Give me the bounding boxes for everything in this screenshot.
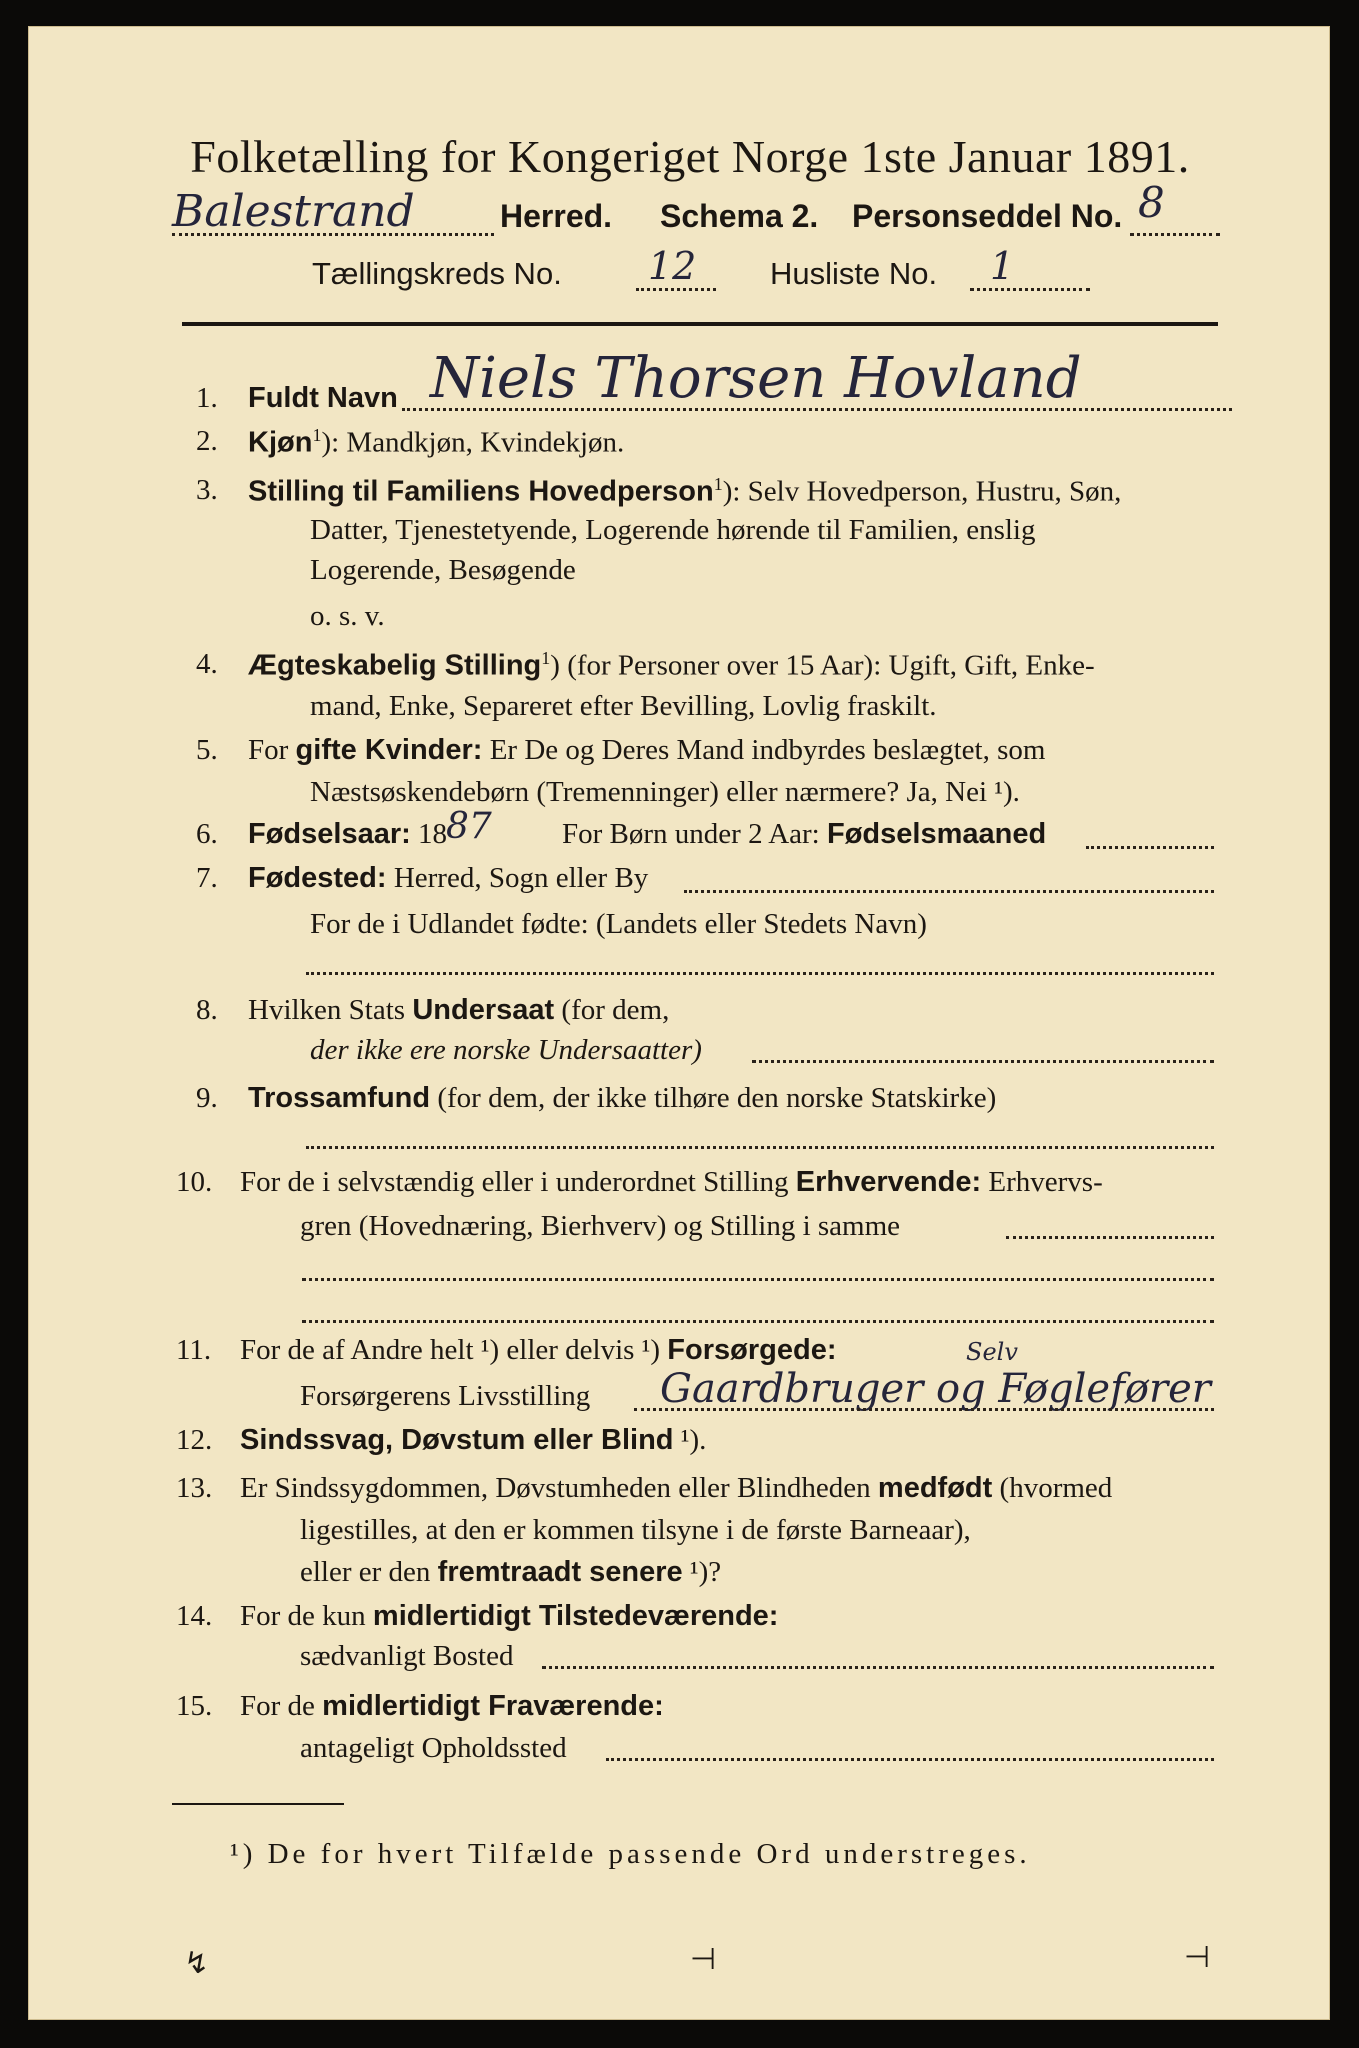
q1-dotted-line bbox=[402, 408, 1232, 411]
q8-number: 8. bbox=[196, 994, 218, 1026]
q7-line1 bbox=[248, 862, 648, 895]
q13-number: 13. bbox=[176, 1472, 213, 1504]
q15-number: 15. bbox=[176, 1690, 213, 1722]
q9-dotted-line bbox=[306, 1146, 1214, 1149]
q9-text1: (for dem, der ikke tilhøre den norske Statskirke) bbox=[430, 1082, 997, 1114]
personseddel-label: Personseddel No. bbox=[852, 198, 1123, 234]
herred-dotted-line bbox=[172, 233, 494, 236]
q6-year-value: 87 bbox=[446, 806, 492, 847]
q4-line2: mand, Enke, Separeret efter Bevilling, Lovlig fraskilt. bbox=[310, 690, 937, 722]
q14-text1: For de kun bbox=[240, 1600, 373, 1632]
q6-text-a: For Børn under 2 Aar: bbox=[562, 818, 827, 850]
q9-line1 bbox=[248, 1082, 996, 1115]
q7-label: Fødested: bbox=[248, 862, 387, 894]
bottom-center-mark: ⊣ bbox=[690, 1942, 717, 1977]
q12-number: 12. bbox=[176, 1424, 213, 1456]
q2-line bbox=[248, 425, 624, 460]
q6-label2: Fødselsmaaned bbox=[827, 818, 1047, 850]
q14-line1 bbox=[240, 1600, 778, 1633]
q15-line2: antageligt Opholdssted bbox=[300, 1732, 567, 1764]
q8-label: Undersaat bbox=[412, 994, 555, 1026]
schema-label: Schema 2. bbox=[660, 198, 819, 234]
q13-text3: eller er den bbox=[300, 1556, 438, 1588]
q6-number: 6. bbox=[196, 818, 218, 850]
q10-dotted-line-3 bbox=[302, 1320, 1214, 1323]
q15-dotted-line bbox=[606, 1758, 1214, 1761]
q13-text1: Er Sindssygdommen, Døvstumheden eller Blindheden bbox=[240, 1472, 878, 1504]
q11-line2: Forsørgerens Livsstilling bbox=[300, 1380, 591, 1412]
q13-line1 bbox=[240, 1472, 1112, 1505]
q2-text: ): Mandkjøn, Kvindekjøn. bbox=[321, 426, 625, 459]
q3-line2: Datter, Tjenestetyende, Logerende hørende til Familien, enslig bbox=[310, 514, 1036, 546]
q8-line2: der ikke ere norske Undersaatter) bbox=[310, 1034, 702, 1066]
footnote: ¹) De for hvert Tilfælde passende Ord understreges. bbox=[230, 1838, 1031, 1870]
q14-line2: sædvanligt Bosted bbox=[300, 1640, 514, 1672]
footnote-rule bbox=[172, 1803, 344, 1805]
q8-dotted-line bbox=[752, 1060, 1214, 1063]
q4-number: 4. bbox=[196, 648, 218, 680]
personseddel-dotted-line bbox=[1130, 233, 1220, 236]
q5-line2: Næstsøskendebørn (Tremenninger) eller nærmere? Ja, Nei ¹). bbox=[310, 776, 1020, 808]
q1-label: Fuldt Navn bbox=[248, 382, 398, 414]
q7-text1: Herred, Sogn eller By bbox=[386, 862, 649, 894]
q13-line2: ligestilles, at den er kommen tilsyne i de første Barneaar), bbox=[300, 1514, 971, 1546]
q3-number: 3. bbox=[196, 474, 218, 506]
q6-line bbox=[248, 818, 447, 851]
q10-line1 bbox=[240, 1166, 1103, 1199]
q11-dotted-line bbox=[634, 1408, 1214, 1411]
q2-label: Kjøn bbox=[248, 426, 313, 459]
q10-label: Erhvervende: bbox=[795, 1166, 982, 1198]
q11-value-note: Selv bbox=[966, 1338, 1018, 1366]
q6-dotted-line bbox=[1086, 846, 1214, 849]
q14-dotted-line bbox=[542, 1666, 1214, 1669]
q5-line1 bbox=[248, 734, 1045, 767]
q7-dotted-line-2 bbox=[306, 972, 1214, 975]
q3-label: Stilling til Familiens Hovedperson bbox=[248, 475, 714, 508]
q15-line1 bbox=[240, 1690, 664, 1723]
q1-number: 1. bbox=[196, 382, 218, 414]
q1-name-value: Niels Thorsen Hovland bbox=[430, 346, 1082, 411]
herred-handwritten-value: Balestrand bbox=[172, 186, 415, 237]
q14-label: midlertidigt Tilstedeværende: bbox=[372, 1600, 779, 1632]
q8-line1 bbox=[248, 994, 669, 1027]
q4-label: Ægteskabelig Stilling bbox=[248, 649, 542, 682]
header-divider bbox=[182, 322, 1218, 326]
q13-label: medfødt bbox=[877, 1472, 993, 1504]
q2-sup: 1 bbox=[312, 425, 322, 445]
q7-number: 7. bbox=[196, 862, 218, 894]
q3-line4: o. s. v. bbox=[310, 600, 385, 632]
q9-number: 9. bbox=[196, 1082, 218, 1114]
kreds-dotted-line bbox=[636, 288, 716, 291]
q11-livsstilling-value: Gaardbruger og Føglefører bbox=[660, 1366, 1211, 1412]
bottom-right-mark: ⊣ bbox=[1184, 1940, 1211, 1975]
q10-text1b: Erhvervs- bbox=[981, 1166, 1103, 1198]
q10-number: 10. bbox=[176, 1166, 213, 1198]
q15-label: midlertidigt Fraværende: bbox=[322, 1690, 664, 1722]
q13-line3 bbox=[300, 1556, 721, 1589]
q5-label: gifte Kvinder: bbox=[295, 734, 483, 766]
q3-sup: 1 bbox=[713, 474, 723, 494]
q7-dotted-line bbox=[684, 890, 1214, 893]
husliste-dotted-line bbox=[970, 288, 1090, 291]
q9-label: Trossamfund bbox=[248, 1082, 431, 1114]
q6-label: Fødselsaar: bbox=[248, 818, 411, 850]
q13-text1b: (hvormed bbox=[992, 1472, 1113, 1504]
q4-text1: ) (for Personer over 15 Aar): Ugift, Gift, Enke- bbox=[550, 649, 1095, 682]
kreds-label: Tællingskreds No. bbox=[312, 256, 562, 291]
q15-text1: For de bbox=[240, 1690, 323, 1722]
q13-label3: fremtraadt senere bbox=[437, 1556, 683, 1588]
form-title: Folketælling for Kongeriget Norge 1ste Januar 1891. bbox=[190, 131, 1190, 182]
q10-dotted-line bbox=[1006, 1236, 1214, 1239]
q14-number: 14. bbox=[176, 1600, 213, 1632]
herred-label: Herred. bbox=[500, 198, 613, 234]
q12-text: ¹). bbox=[673, 1424, 707, 1456]
q6-year-prefix: 18 bbox=[410, 818, 448, 850]
q13-text3b: ¹)? bbox=[682, 1556, 722, 1588]
q2-number: 2. bbox=[196, 425, 218, 457]
q8-pre: Hvilken Stats bbox=[248, 994, 413, 1026]
q4-line1 bbox=[248, 648, 1095, 683]
husliste-value: 1 bbox=[990, 244, 1015, 288]
q3-line1 bbox=[248, 474, 1121, 509]
husliste-label: Husliste No. bbox=[770, 256, 938, 291]
q3-text1: ): Selv Hovedperson, Hustru, Søn, bbox=[722, 475, 1122, 508]
q11-number: 11. bbox=[176, 1334, 212, 1366]
q11-text1: For de af Andre helt ¹) eller delvis ¹) bbox=[240, 1334, 668, 1366]
personseddel-value: 8 bbox=[1138, 178, 1165, 227]
q12-label: Sindssvag, Døvstum eller Blind bbox=[240, 1424, 674, 1456]
q12-line bbox=[240, 1424, 706, 1457]
q11-label: Forsørgede: bbox=[667, 1334, 837, 1366]
q6-text bbox=[562, 818, 1046, 851]
bottom-left-mark: ↯ bbox=[184, 1946, 210, 1981]
q11-line1 bbox=[240, 1334, 836, 1367]
kreds-value: 12 bbox=[648, 244, 697, 288]
q5-text1: Er De og Deres Mand indbyrdes beslægtet, som bbox=[482, 734, 1046, 766]
q5-number: 5. bbox=[196, 734, 218, 766]
q8-text1: (for dem, bbox=[554, 994, 670, 1026]
q10-dotted-line-2 bbox=[302, 1278, 1214, 1281]
q10-text1: For de i selvstændig eller i underordnet Stilling bbox=[240, 1166, 796, 1198]
q3-line3: Logerende, Besøgende bbox=[310, 554, 576, 586]
q5-pre: For bbox=[248, 734, 296, 766]
q10-line2: gren (Hovednæring, Bierhverv) og Stilling i samme bbox=[300, 1210, 901, 1242]
q7-line2: For de i Udlandet fødte: (Landets eller Stedets Navn) bbox=[310, 908, 927, 940]
q4-sup: 1 bbox=[541, 648, 551, 668]
